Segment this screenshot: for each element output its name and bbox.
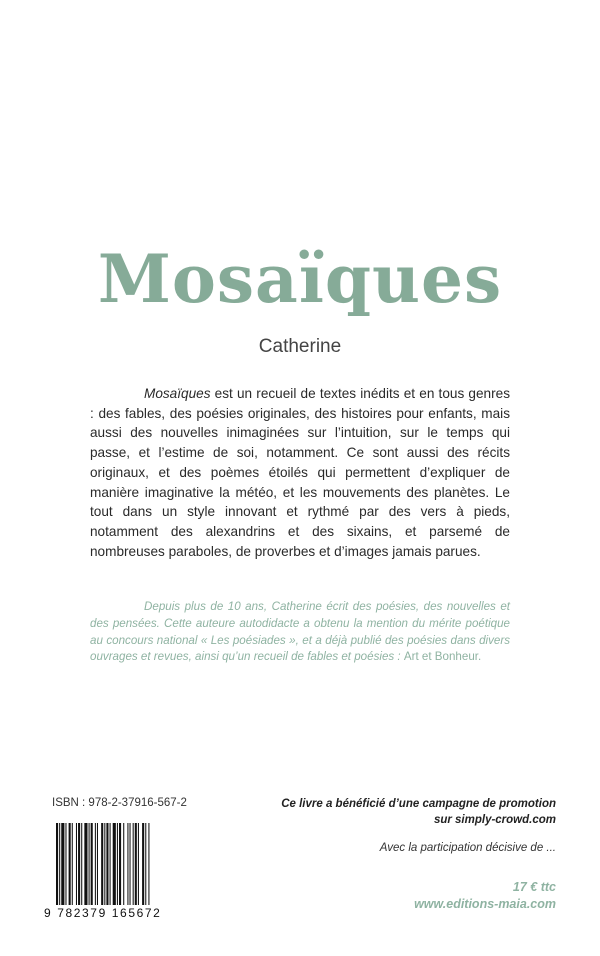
promo-line-1: Ce livre a bénéficié d’une campagne de promotion xyxy=(281,798,556,810)
book-title: Mosaïques xyxy=(97,240,503,318)
isbn-label: ISBN : 978-2-37916-567-2 xyxy=(52,797,187,809)
participation-text: Avec la participation décisive de ... xyxy=(379,842,556,854)
promo-line-2: sur simply-crowd.com xyxy=(433,814,556,826)
summary-title-italic: Mosaïques xyxy=(144,386,211,401)
promo-text xyxy=(256,796,556,828)
publisher-website: www.editions-maia.com xyxy=(414,897,556,911)
bio-text: Depuis plus de 10 ans, Catherine écrit des poésies, des nouvelles et des pensées. Cette auteure autodidacte a obtenu la mention du mérite poétique au concours national « Les poésiades », et a déjà publié des poésies dans divers ouvrages et revues, ainsi qu’un recueil de fables et poésies : xyxy=(90,600,510,664)
summary-text: est un recueil de textes inédits et en tous genres : des fables, des poésies originales, des histoires pour enfants, mais aussi des nouvelles inimaginées sur l’intuition, sur le temps qui passe, et l’estime de soi, notamment. Ce sont aussi des récits originaux, et des poèmes étoilés qui permettent d’expliquer de manière imaginative la météo, et les mouvements des planètes. Le tout dans un style innovant et rythmé par des vers à pieds, notamment des alexandrins et des sixains, et parsemé de nombreuses paraboles, de proverbes et d’images jamais parues. xyxy=(90,386,510,559)
bio-work-title: Art et Bonheur. xyxy=(403,650,482,664)
barcode-image xyxy=(56,823,172,905)
price-label: 17 € ttc xyxy=(512,880,556,894)
author-name: Catherine xyxy=(258,336,342,357)
summary-paragraph xyxy=(90,384,510,561)
barcode-digits: 9 782379 165672 xyxy=(44,906,162,920)
author-bio xyxy=(90,599,510,666)
